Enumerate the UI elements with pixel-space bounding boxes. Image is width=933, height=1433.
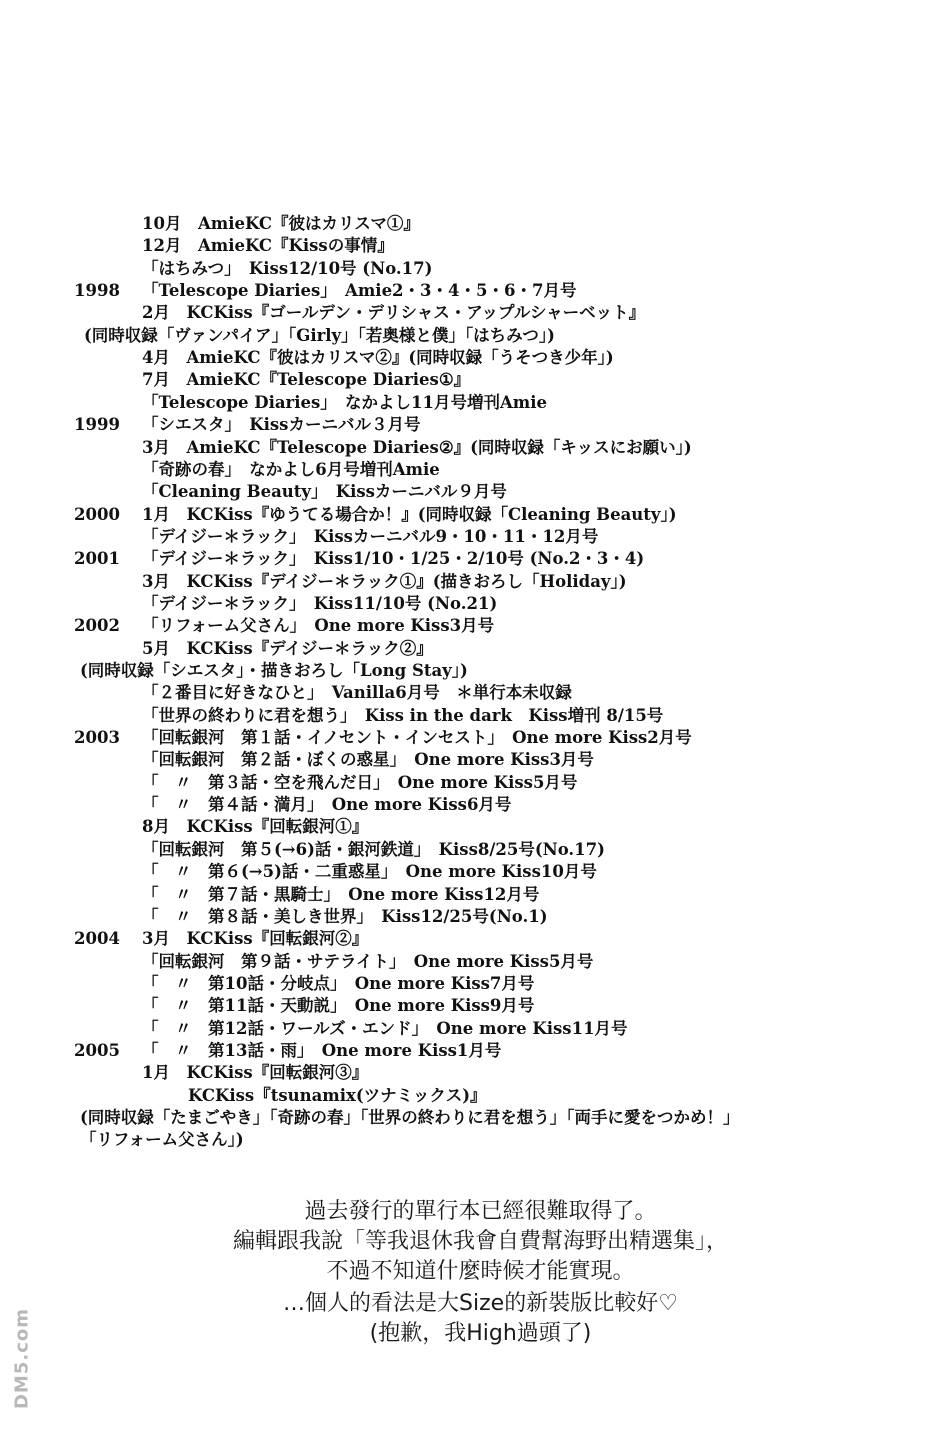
list-entry: 「２番目に好きなひと」 Vanilla6月号 ＊単行本未収録 [142, 683, 572, 702]
list-entry: 「 〃 第10話・分岐点」 One more Kiss7月号 [142, 974, 535, 993]
year-label: 1999 [74, 415, 120, 434]
note-line: 過去發行的單行本已經很難取得了。 [304, 1199, 657, 1224]
year-label: 2004 [74, 929, 120, 948]
list-entry: 「世界の終わりに君を想う」 Kiss in the dark Kiss増刊 8/15号 [142, 706, 664, 725]
list-entry: 「 〃 第４話・満月」 One more Kiss6月号 [142, 795, 512, 814]
list-entry: 「リフォーム父さん」) [80, 1130, 244, 1149]
list-entry: (同時収録「シエスタ」・描きおろし「Long Stay」) [80, 661, 468, 680]
list-entry: 「奇跡の春」 なかよし6月号増刊Amie [142, 460, 440, 479]
list-entry: 「デイジー＊ラック」 Kissカーニバル9・10・11・12月号 [142, 527, 599, 546]
list-entry: 「 〃 第11話・天動説」 One more Kiss9月号 [142, 996, 535, 1015]
watermark [6, 1300, 36, 1425]
list-entry: 「シエスタ」 Kissカーニバル３月号 [142, 415, 421, 434]
list-entry: 3月 KCKiss『回転銀河②』 [142, 929, 369, 948]
year-label: 2005 [74, 1041, 120, 1060]
list-entry: 1月 KCKiss『回転銀河③』 [142, 1063, 369, 1082]
list-entry: 4月 AmieKC『彼はカリスマ②』(同時収録「うそつき少年」) [142, 348, 614, 367]
year-label: 1998 [74, 281, 120, 300]
list-entry: 3月 AmieKC『Telescope Diaries②』(同時収録「キッスにお願い」) [142, 438, 692, 457]
list-entry: 「 〃 第６(→5)話・二重惑星」 One more Kiss10月号 [142, 862, 597, 881]
year-label: 2002 [74, 616, 120, 635]
list-entry: 「デイジー＊ラック」 Kiss1/10・1/25・2/10号 (No.2・3・4) [142, 549, 645, 568]
list-entry: 「デイジー＊ラック」 Kiss11/10号 (No.21) [142, 594, 498, 613]
list-entry: 7月 AmieKC『Telescope Diaries①』 [142, 370, 471, 389]
list-entry: 「 〃 第７話・黒騎士」 One more Kiss12月号 [142, 885, 540, 904]
list-entry: 「回転銀河 第５(→6)話・銀河鉄道」 Kiss8/25号(No.17) [142, 840, 605, 859]
note-line: 不過不知道什麼時候才能實現。 [326, 1259, 635, 1284]
note-line: (抱歉，我High過頭了) [369, 1321, 592, 1346]
list-entry: 「 〃 第13話・雨」 One more Kiss1月号 [142, 1041, 502, 1060]
list-entry: 「回転銀河 第９話・サテライト」 One more Kiss5月号 [142, 952, 594, 971]
list-entry: 「 〃 第12話・ワールズ・エンド」 One more Kiss11月号 [142, 1019, 628, 1038]
list-entry: 「回転銀河 第２話・ぼくの惑星」 One more Kiss3月号 [142, 750, 594, 769]
list-entry: (同時収録「たまごやき」「奇跡の春」「世界の終わりに君を想う」「両手に愛をつかめ！」 [80, 1108, 740, 1127]
list-entry: 「回転銀河 第１話・イノセント・インセスト」 One more Kiss2月号 [142, 728, 692, 747]
note-line: …個人的看法是大Size的新裝版比較好♡ [283, 1291, 678, 1316]
list-entry: 「 〃 第８話・美しき世界」 Kiss12/25号(No.1) [142, 907, 548, 926]
list-entry: 「 〃 第３話・空を飛んだ日」 One more Kiss5月号 [142, 773, 578, 792]
list-entry: 「Telescope Diaries」 なかよし11月号増刊Amie [142, 393, 548, 412]
list-entry: KCKiss『tsunamix(ツナミックス)』 [188, 1086, 487, 1105]
list-entry: (同時収録「ヴァンパイア」「Girly」「若奥様と僕」「はちみつ」) [84, 326, 555, 345]
year-label: 2001 [74, 549, 120, 568]
list-entry: 「リフォーム父さん」 One more Kiss3月号 [142, 616, 495, 635]
list-entry: 8月 KCKiss『回転銀河①』 [142, 817, 369, 836]
list-entry: 2月 KCKiss『ゴールデン・デリシャス・アップルシャーベット』 [142, 303, 646, 322]
year-label: 2000 [74, 505, 120, 524]
note-line: 編輯跟我說「等我退休我會自費幫海野出精選集」， [232, 1229, 728, 1254]
list-entry: 「はちみつ」 Kiss12/10号 (No.17) [142, 259, 433, 278]
list-entry: 「Telescope Diaries」 Amie2・3・4・5・6・7月号 [142, 281, 577, 300]
list-entry: 10月 AmieKC『彼はカリスマ①』 [142, 214, 420, 233]
list-entry: 12月 AmieKC『Kissの事情』 [142, 236, 394, 255]
list-entry: 1月 KCKiss『ゆうてる場合か！』(同時収録「Cleaning Beauty」) [142, 505, 677, 524]
year-label: 2003 [74, 728, 120, 747]
list-entry: 「Cleaning Beauty」 Kissカーニバル９月号 [142, 482, 507, 501]
list-entry: 5月 KCKiss『デイジー＊ラック②』 [142, 639, 433, 658]
watermark-text: DM5.com [11, 1308, 33, 1410]
list-entry: 3月 KCKiss『デイジー＊ラック①』(描きおろし「Holiday」) [142, 572, 627, 591]
